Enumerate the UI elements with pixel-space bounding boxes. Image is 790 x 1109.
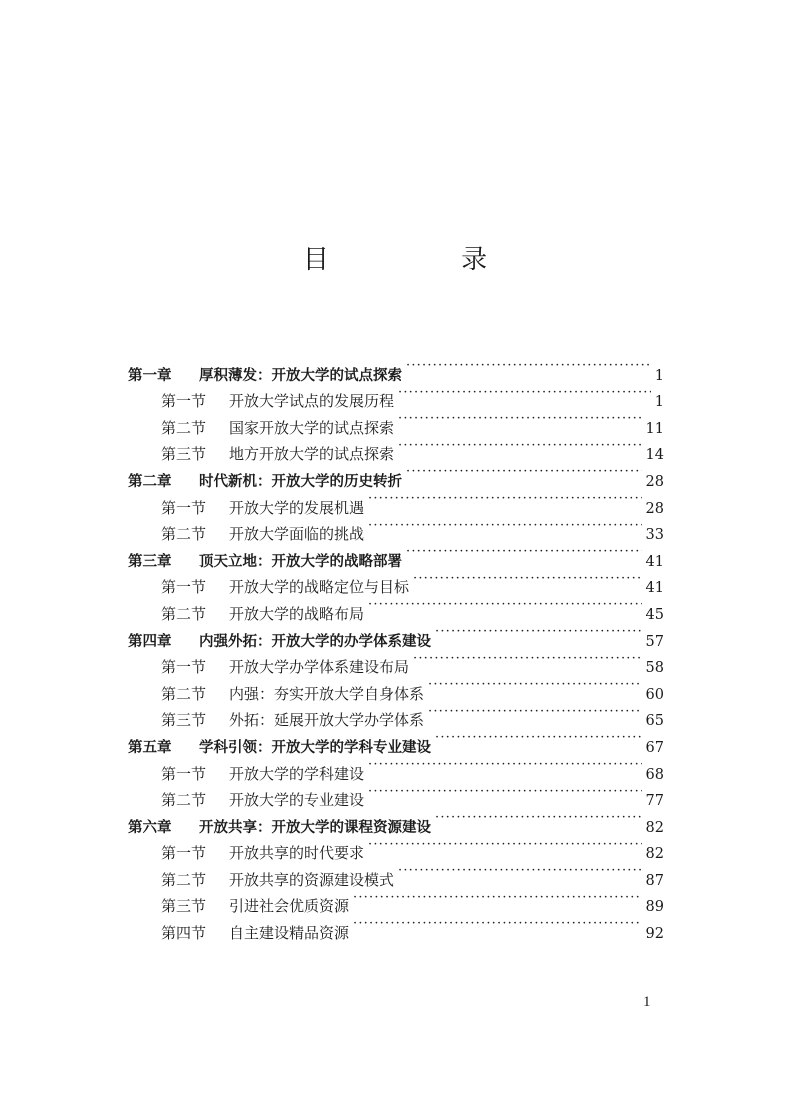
- chapter-title: 厚积薄发：开放大学的试点探索: [199, 367, 402, 384]
- section-number: 第一节: [161, 844, 207, 863]
- page-ref: 67: [645, 739, 664, 756]
- section-title: 开放大学试点的发展历程: [229, 392, 395, 411]
- chapter-title: 内强外拓：开放大学的办学体系建设: [199, 633, 431, 650]
- dot-leader: [398, 406, 642, 433]
- section-number: 第二节: [161, 684, 207, 703]
- section-title: 开放大学的战略布局: [229, 604, 365, 623]
- dot-leader: [368, 832, 642, 859]
- dot-leader: [406, 459, 642, 486]
- page-ref: 28: [645, 500, 664, 517]
- dot-leader: [406, 353, 651, 380]
- dot-leader: [368, 752, 642, 779]
- dot-leader: [435, 725, 642, 752]
- section-number: 第四节: [161, 924, 207, 943]
- page-ref: 87: [645, 872, 664, 889]
- page-ref: 57: [645, 633, 664, 650]
- page-ref: 82: [645, 846, 664, 863]
- chapter-title: 开放共享：开放大学的课程资源建设: [199, 819, 431, 836]
- section-title: 开放大学的专业建设: [229, 791, 365, 810]
- chapter-number: 第二章: [128, 473, 172, 490]
- section-title: 开放大学的学科建设: [229, 764, 365, 783]
- section-title: 自主建设精品资源: [229, 924, 350, 943]
- dot-leader: [368, 486, 642, 513]
- chapter-number: 第六章: [128, 819, 172, 836]
- section-title: 开放大学的战略定位与目标: [229, 578, 410, 597]
- chapter-title: 时代新机：开放大学的历史转折: [199, 473, 402, 490]
- section-number: 第三节: [161, 711, 207, 730]
- dot-leader: [435, 619, 642, 646]
- dot-leader: [428, 672, 642, 699]
- dot-leader: [368, 592, 642, 619]
- page-title: 目 录: [302, 245, 550, 275]
- dot-leader: [368, 779, 642, 806]
- section-number: 第二节: [161, 791, 207, 810]
- dot-leader: [413, 646, 642, 673]
- section-title: 开放共享的资源建设模式: [229, 870, 395, 889]
- section-number: 第三节: [161, 445, 207, 464]
- section-title: 开放大学面临的挑战: [229, 525, 365, 544]
- section-number: 第一节: [161, 764, 207, 783]
- dot-leader: [398, 858, 642, 885]
- section-number: 第一节: [161, 578, 207, 597]
- section-title: 开放大学的发展机遇: [229, 498, 365, 517]
- section-number: 第三节: [161, 897, 207, 916]
- page-number: 1: [643, 994, 651, 1010]
- chapter-title: 学科引领：开放大学的学科专业建设: [199, 739, 431, 756]
- page-ref: 89: [645, 899, 664, 916]
- section-number: 第二节: [161, 418, 207, 437]
- chapter-title: 顶天立地：开放大学的战略部署: [199, 553, 402, 570]
- chapter-number: 第三章: [128, 553, 172, 570]
- section-title: 开放共享的时代要求: [229, 844, 365, 863]
- table-of-contents: [128, 353, 664, 943]
- page-ref: 77: [645, 793, 664, 810]
- section-number: 第二节: [161, 870, 207, 889]
- page-ref: 82: [645, 819, 664, 836]
- section-number: 第一节: [161, 658, 207, 677]
- dot-leader: [398, 433, 642, 460]
- dot-leader: [368, 513, 642, 540]
- dot-leader: [353, 885, 642, 912]
- section-number: 第一节: [161, 392, 207, 411]
- page-ref: 11: [645, 420, 664, 437]
- section-title: 开放大学办学体系建设布局: [229, 658, 410, 677]
- page-ref: 92: [645, 926, 664, 943]
- page-ref: 41: [645, 580, 664, 597]
- section-title: 国家开放大学的试点探索: [229, 418, 395, 437]
- toc-chapter-entry[interactable]: [128, 353, 664, 384]
- page-ref: 33: [645, 527, 664, 544]
- page-ref: 1: [654, 367, 664, 384]
- section-number: 第一节: [161, 498, 207, 517]
- dot-leader: [413, 566, 642, 593]
- page-ref: 1: [654, 394, 664, 411]
- page-ref: 28: [645, 473, 664, 490]
- section-number: 第二节: [161, 525, 207, 544]
- chapter-number: 第五章: [128, 739, 172, 756]
- section-title: 引进社会优质资源: [229, 897, 350, 916]
- dot-leader: [435, 805, 642, 832]
- section-number: 第二节: [161, 604, 207, 623]
- dot-leader: [428, 699, 642, 726]
- page-ref: 58: [645, 660, 664, 677]
- page-ref: 60: [645, 686, 664, 703]
- section-title: 内强：夯实开放大学自身体系: [229, 684, 425, 703]
- page-ref: 65: [645, 713, 664, 730]
- page-ref: 14: [645, 447, 664, 464]
- dot-leader: [353, 911, 642, 938]
- page-ref: 45: [645, 606, 664, 623]
- dot-leader: [406, 539, 642, 566]
- section-title: 地方开放大学的试点探索: [229, 445, 395, 464]
- dot-leader: [398, 380, 651, 407]
- page-ref: 68: [645, 766, 664, 783]
- chapter-number: 第一章: [128, 367, 172, 384]
- page-ref: 41: [645, 553, 664, 570]
- chapter-number: 第四章: [128, 633, 172, 650]
- section-title: 外拓：延展开放大学办学体系: [229, 711, 425, 730]
